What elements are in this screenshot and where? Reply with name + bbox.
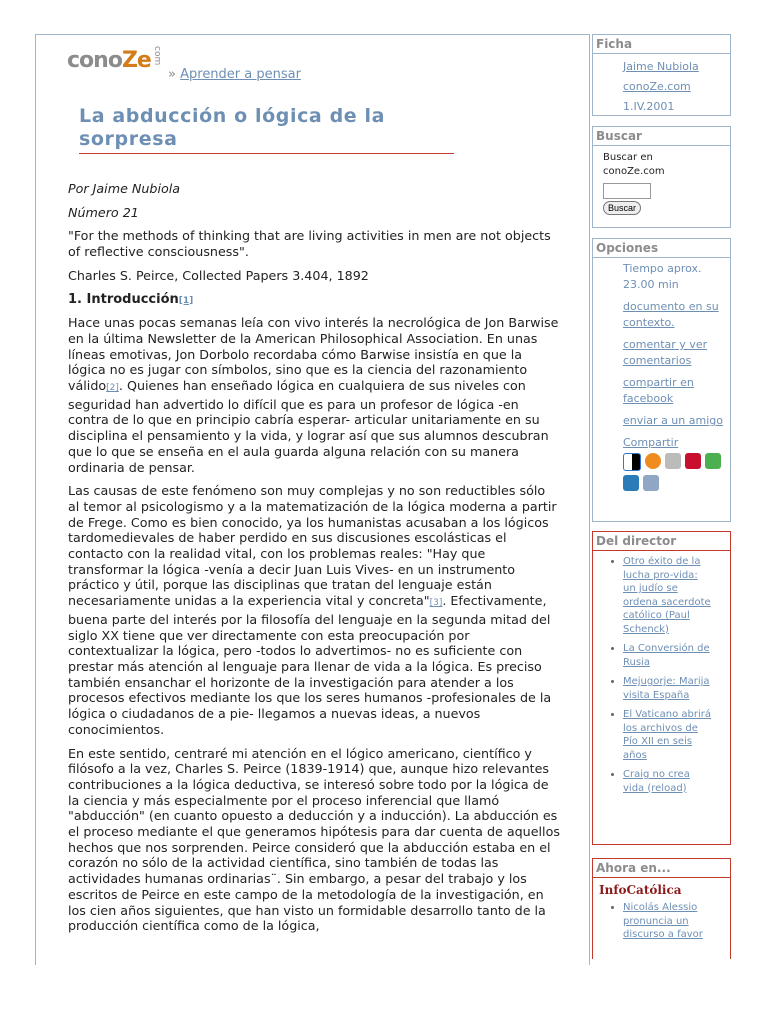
list-item <box>623 642 713 669</box>
options-box <box>592 238 731 522</box>
breadcrumb-separator: » <box>168 67 176 82</box>
footnote-link-2[interactable]: [2] <box>106 383 119 394</box>
delicious-icon[interactable] <box>623 453 641 471</box>
search-box <box>592 126 731 228</box>
article-author: Por Jaime Nubiola <box>68 181 181 196</box>
logo-suffix: com <box>152 46 162 66</box>
search-input[interactable] <box>603 183 651 199</box>
section-title: 1. Introducción <box>68 291 179 307</box>
search-label: Buscar en conoZe.com <box>603 152 665 177</box>
search-heading: Buscar <box>593 127 730 146</box>
paragraph-1 <box>68 315 560 475</box>
director-link-3[interactable]: Mejugorje: Marija visita España <box>623 676 710 701</box>
paragraph-2 <box>68 483 560 737</box>
ficha-author-link[interactable]: Jaime Nubiola <box>623 60 699 73</box>
paragraph-2-text-b: . Efectivamente, buena parte del interés por la filosofía del lenguaje en la segunda mitad del siglo XX tiene que ver directamente con esta preocupación por contextualizar la lógica, pero -todos lo advertimos- no es suficiente con prestar más atención al lenguaje para llenar de vida a la lógica. Es preciso también ensanchar el horizonte de la investigación para atender a los procesos efectivos mediante los que los seres humanos -profesionales de la lógica o ciudadanos de a pie- llegamos a nuevas ideas, a nuevos conocimientos. <box>68 593 552 737</box>
now-list <box>593 901 713 942</box>
director-heading: Del director <box>593 532 730 551</box>
reading-time: Tiempo aprox. 23.00 min <box>623 262 702 291</box>
option-email-link[interactable]: enviar a un amigo <box>623 414 723 427</box>
director-list <box>593 555 713 795</box>
now-heading: Ahora en... <box>593 859 730 878</box>
epigraph-source: Charles S. Peirce, Collected Papers 3.404, 1892 <box>68 267 369 283</box>
ficha-box <box>592 34 731 116</box>
ficha-date: 1.IV.2001 <box>623 100 675 113</box>
logo-main: cono <box>67 48 122 73</box>
logo-accent: Ze <box>121 48 151 73</box>
paragraph-1-text-b: . Quienes han enseñado lógica en cualquiera de sus niveles con seguridad han advertido lo difícil que es para un profesor de lógica -en contra de lo que en principio cabría esperar- articular unitariamente en su disciplina el pensamiento y la vida, y lograr así que sus alumnos descubran que lo que se enseña en el aula guarda alguna relación con su manera ordinaria de pensar. <box>68 378 549 475</box>
director-link-5[interactable]: Craig no crea vida (reload) <box>623 769 690 794</box>
list-item <box>623 675 713 702</box>
director-link-1[interactable]: Otro éxito de la lucha pro-vida: un judío se ordena sacerdote católico (Paul Schenck) <box>623 556 711 635</box>
article-body <box>68 181 560 942</box>
section-heading <box>68 292 560 310</box>
paragraph-3: En este sentido, centraré mi atención en el lógico americano, científico y filósofo a la vez, Charles S. Peirce (1839-1914) que, aunque hizo relevantes contribuciones a la lógica deductiva, se interesó sobre todo por la lógica de la ciencia y más especialmente por el proceso inferencial que llamó "abducción" (en cuanto opuesto a deducción y a inducción). La abducción es el proceso mediante el que generamos hipótesis para dar cuenta de aquellos hechos que nos sorprenden. Peirce consideró que la abducción estaba en el corazón no sólo de la actividad científica, sino también de todas las actividades humanas ordinarias¨. Sin embargo, a pesar del trabajo y los escritos de Peirce en este campo de la metodología de la investigación, en los cien años siguientes, que han visto un formidable desarrollo tanto de la producción científica como de la lógica, <box>68 745 560 934</box>
stumbleupon-icon[interactable] <box>645 453 661 469</box>
share-icons <box>623 453 730 491</box>
list-item <box>623 555 713 636</box>
site-logo[interactable] <box>67 46 162 88</box>
now-site: InfoCatólica <box>599 883 682 897</box>
director-link-2[interactable]: La Conversión de Rusia <box>623 643 710 668</box>
list-item <box>623 901 713 942</box>
paragraph-1-text-a: Hace unas pocas semanas leía con vivo interés la necrológica de Jon Barwise en la última Newsletter de la American Philosophical Association. En unas líneas emotivas, Jon Dorbolo recordaba cómo Barwise insistía en que la lógica no es jugar con símbolos, sino que es la ciencia del razonamiento válido <box>68 315 559 394</box>
people-icon[interactable] <box>665 453 681 469</box>
option-comments-link[interactable]: comentar y ver comentarios <box>623 338 708 367</box>
paragraph-2-text-a: Las causas de este fenómeno son muy complejas y no son reductibles sólo al temor al psicologismo y a la matematización de la lógica moderna a partir de Frege. Como es bien conocido, ya los humanistas acusaban a los lógicos tardomedievales de haber perdido en sus discusiones escolásticas el contacto con la realidad vital, con los problemas reales: "Hay que transformar la lógica -venía a decir Juan Luis Vives- en un instrumento práctico y útil, porque las disciplinas que tratan del lenguaje están necesariamente unidas a la experiencia vital y concreta" <box>68 483 557 609</box>
article-issue: Número 21 <box>68 204 139 220</box>
epigraph-quote: "For the methods of thinking that are living activities in men are not objects of reflective consciousness". <box>68 228 551 260</box>
list-item <box>623 768 713 795</box>
option-share-link[interactable]: Compartir <box>623 436 679 449</box>
yahoo-icon[interactable] <box>685 453 701 469</box>
option-context-link[interactable]: documento en su contexto. <box>623 300 719 329</box>
director-link-4[interactable]: El Vaticano abrirá los archivos de Pío XII en seis años <box>623 709 712 761</box>
blogger-icon[interactable] <box>623 475 639 491</box>
ficha-site-link[interactable]: conoZe.com <box>623 80 691 93</box>
breadcrumb <box>168 67 301 82</box>
ficha-heading: Ficha <box>593 35 730 54</box>
meneame-icon[interactable] <box>705 453 721 469</box>
footnote-link-3[interactable]: [3] <box>429 598 443 609</box>
rss-icon[interactable] <box>643 475 659 491</box>
search-button[interactable]: Buscar <box>603 201 641 215</box>
options-heading: Opciones <box>593 239 730 258</box>
director-box <box>592 531 731 845</box>
now-box <box>592 858 731 959</box>
option-facebook-link[interactable]: compartir en facebook <box>623 376 694 405</box>
now-link-1[interactable]: Nicolás Alessio pronuncia un discurso a favor <box>623 902 703 940</box>
page-title: La abducción o lógica de la sorpresa <box>79 105 454 154</box>
list-item <box>623 708 713 762</box>
article-panel <box>35 34 590 965</box>
footnote-link-1[interactable]: [1] <box>178 295 194 306</box>
breadcrumb-link[interactable]: Aprender a pensar <box>180 67 301 82</box>
